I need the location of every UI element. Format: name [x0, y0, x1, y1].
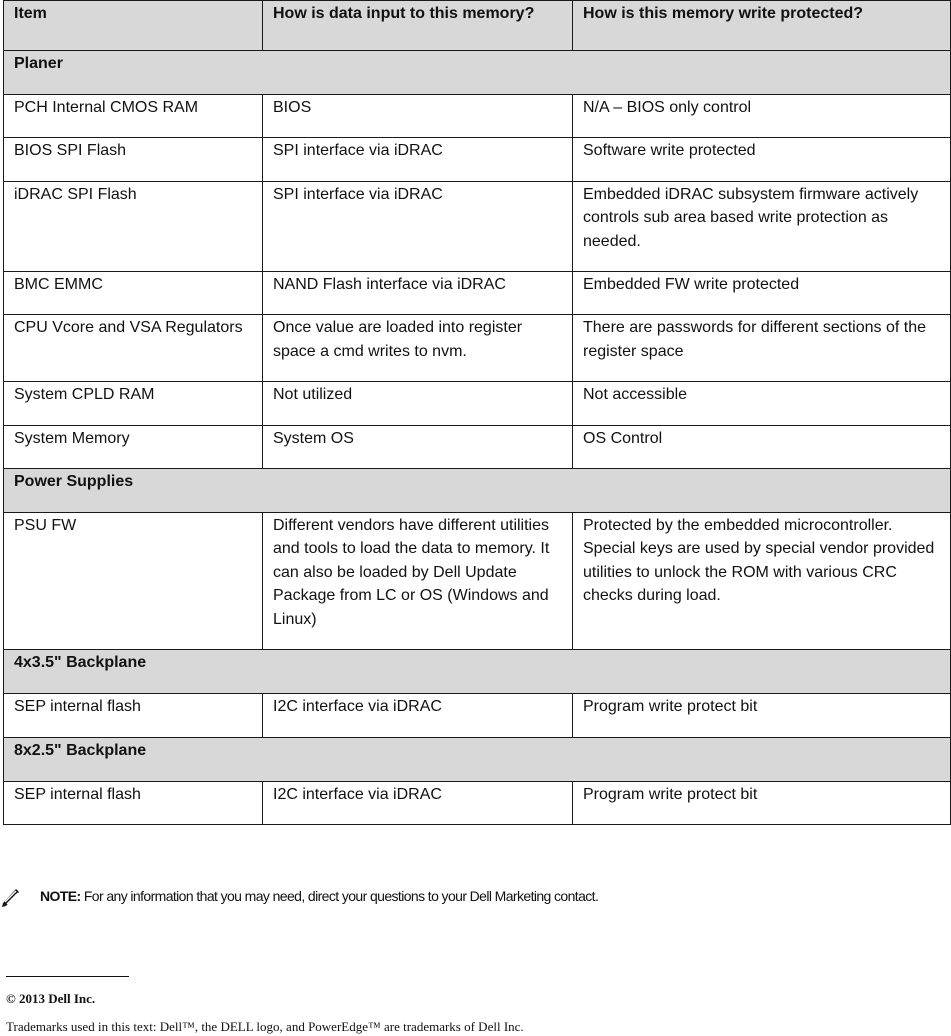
section-row-planer [4, 51, 951, 95]
table-row [4, 425, 951, 468]
section-row-power-supplies [4, 469, 951, 513]
cell-data-input: SPI interface via iDRAC [263, 181, 573, 271]
cell-write-protection: N/A – BIOS only control [573, 95, 951, 138]
table-row [4, 138, 951, 181]
section-title: 8x2.5" Backplane [4, 737, 951, 781]
note-text [40, 888, 598, 904]
table-row [4, 781, 951, 824]
section-title: 4x3.5" Backplane [4, 650, 951, 694]
table-row [4, 95, 951, 138]
cell-item: BMC EMMC [4, 272, 263, 315]
cell-data-input: System OS [263, 425, 573, 468]
trademark-notice: Trademarks used in this text: Dell™, the DELL logo, and PowerEdge™ are trademarks of Dell Inc. [6, 1019, 524, 1034]
note-callout [0, 884, 951, 914]
cell-item: PCH Internal CMOS RAM [4, 95, 263, 138]
table-row [4, 181, 951, 271]
table-row [4, 382, 951, 425]
cell-item: PSU FW [4, 513, 263, 650]
cell-write-protection: Not accessible [573, 382, 951, 425]
table-row [4, 272, 951, 315]
cell-data-input: Different vendors have different utilities and tools to load the data to memory. It can also be loaded by Dell Update Package from LC or OS (Windows and Linux) [263, 513, 573, 650]
table-row [4, 513, 951, 650]
memory-protection-table [3, 0, 951, 825]
cell-data-input: I2C interface via iDRAC [263, 781, 573, 824]
cell-item: System Memory [4, 425, 263, 468]
column-header-write-protection: How is this memory write protected? [573, 1, 951, 51]
cell-item: CPU Vcore and VSA Regulators [4, 315, 263, 382]
note-label: NOTE: [40, 888, 81, 904]
cell-item: System CPLD RAM [4, 382, 263, 425]
column-header-data-input: How is data input to this memory? [263, 1, 573, 51]
cell-write-protection: There are passwords for different sections of the register space [573, 315, 951, 382]
cell-write-protection: OS Control [573, 425, 951, 468]
cell-write-protection: Program write protect bit [573, 694, 951, 737]
cell-write-protection: Software write protected [573, 138, 951, 181]
cell-data-input: Not utilized [263, 382, 573, 425]
copyright-notice: © 2013 Dell Inc. [6, 991, 96, 1006]
cell-write-protection: Embedded iDRAC subsystem firmware actively controls sub area based write protection as needed. [573, 181, 951, 271]
cell-write-protection: Program write protect bit [573, 781, 951, 824]
cell-item: SEP internal flash [4, 694, 263, 737]
column-header-item: Item [4, 1, 263, 51]
note-body: For any information that you may need, direct your questions to your Dell Marketing contact. [80, 888, 599, 904]
cell-item: SEP internal flash [4, 781, 263, 824]
table-header-row [4, 1, 951, 51]
cell-data-input: NAND Flash interface via iDRAC [263, 272, 573, 315]
table-row [4, 315, 951, 382]
cell-data-input: Once value are loaded into register space a cmd writes to nvm. [263, 315, 573, 382]
cell-item: iDRAC SPI Flash [4, 181, 263, 271]
section-title: Planer [4, 51, 951, 95]
footnote-divider [6, 976, 129, 977]
cell-write-protection: Protected by the embedded microcontroller. Special keys are used by special vendor provided utilities to unlock the ROM with various CRC checks during load. [573, 513, 951, 650]
section-row-8x2-5-backplane [4, 737, 951, 781]
note-pencil-icon [0, 886, 22, 908]
cell-data-input: BIOS [263, 95, 573, 138]
cell-item: BIOS SPI Flash [4, 138, 263, 181]
cell-data-input: SPI interface via iDRAC [263, 138, 573, 181]
section-row-4x3-5-backplane [4, 650, 951, 694]
cell-write-protection: Embedded FW write protected [573, 272, 951, 315]
cell-data-input: I2C interface via iDRAC [263, 694, 573, 737]
table-row [4, 694, 951, 737]
section-title: Power Supplies [4, 469, 951, 513]
